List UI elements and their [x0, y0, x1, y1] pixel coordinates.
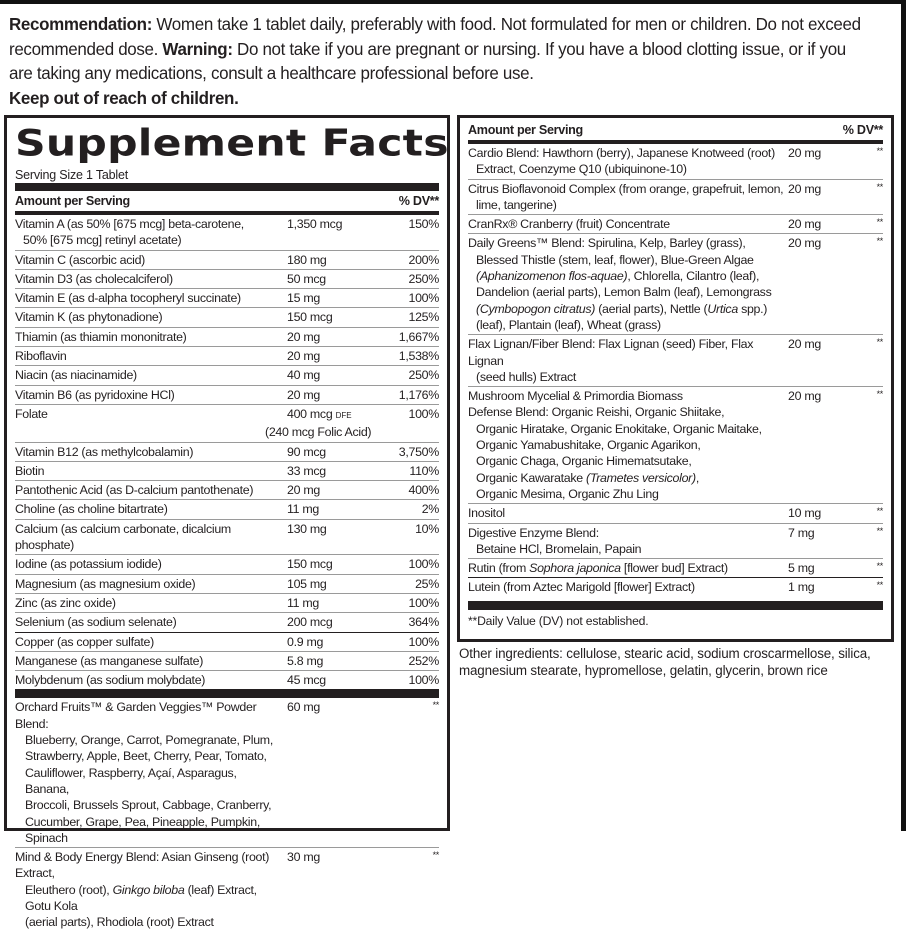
nutrient-amount: 33 mcg — [287, 463, 326, 478]
vitamins-list — [15, 215, 439, 689]
table-row — [15, 633, 439, 652]
blends-list-right — [468, 144, 883, 597]
blend-name: Citrus Bioflavonoid Complex (from orange, grapefruit, lemon, — [468, 181, 784, 196]
nutrient-amount: 5.8 mg — [287, 653, 324, 668]
other-ingredients: Other ingredients: cellulose, stearic acid, sodium croscarmellose, silica, magnesium stearate, hypromellose, gelatin, glycerin, brown rice — [459, 646, 871, 678]
nutrient-amount: 200 mcg — [287, 615, 333, 630]
nutrient-name: Pantothenic Acid (as D-calcium pantothenate) — [15, 483, 254, 498]
nutrient-dv: 1,176% — [398, 387, 439, 402]
blend-ingredients: Organic Hiratake, Organic Enokitake, Organic Maitake, — [476, 421, 762, 436]
text-span: , — [695, 470, 699, 485]
blend-ingredients: Broccoli, Brussels Sprout, Cabbage, Cranberry, — [25, 798, 272, 813]
nutrient-amount: 45 mcg — [287, 673, 326, 688]
blend-dv: ** — [876, 236, 883, 247]
nutrient-amount: 180 mg — [287, 252, 327, 267]
keep-out-notice: Keep out of reach of children. — [9, 87, 239, 108]
nutrient-amount: 20 mg — [287, 329, 320, 344]
latin-name: Sophora japonica — [529, 561, 621, 576]
blend-description — [468, 525, 788, 558]
nutrient-name: Choline (as choline bitartrate) — [15, 502, 168, 517]
nutrient-name: Zinc (as zinc oxide) — [15, 595, 116, 610]
nutrient-dv: 1,667% — [398, 329, 439, 344]
nutrient-amount-unit: DFE — [335, 410, 352, 420]
nutrient-name: Vitamin D3 (as cholecalciferol) — [15, 271, 173, 286]
blend-ingredients: (aerial parts), Rhodiola (root) Extract — [25, 915, 214, 930]
latin-name: Ginkgo biloba — [112, 882, 185, 897]
latin-name: (Aphanizomenon flos-aquae) — [476, 269, 628, 284]
blend-description — [468, 145, 788, 178]
table-row — [468, 387, 883, 504]
blend-name: Digestive Enzyme Blend: — [468, 525, 599, 540]
nutrient-dv: 110% — [409, 463, 439, 478]
blend-name: Mushroom Mycelial & Primordia Biomass — [468, 389, 683, 404]
table-row — [15, 289, 439, 308]
header-dv: % DV** — [842, 123, 883, 137]
text-span: [flower bud] Extract) — [620, 561, 728, 576]
blend-dv: ** — [876, 580, 883, 591]
table-row — [15, 405, 439, 443]
blend-ingredients: Betaine HCl, Bromelain, Papain — [476, 541, 642, 556]
latin-name: (Cymbopogon citratus) — [476, 301, 596, 316]
nutrient-amount: 15 mg — [287, 291, 320, 306]
table-row — [15, 308, 439, 327]
table-row — [15, 652, 439, 671]
table-row — [468, 180, 883, 216]
blend-name — [468, 560, 788, 576]
nutrient-name: Vitamin B6 (as pyridoxine HCl) — [15, 387, 175, 402]
column-header — [468, 120, 883, 140]
table-row — [15, 613, 439, 632]
blend-name: Mind & Body Energy Blend: Asian Ginseng (root) Extract, — [15, 850, 270, 881]
nutrient-name: Vitamin K (as phytonadione) — [15, 310, 163, 325]
blend-name: Inositol — [468, 506, 505, 521]
blend-dv: ** — [432, 700, 439, 711]
table-row — [15, 698, 439, 848]
nutrient-dv: 1,538% — [398, 349, 439, 364]
nutrient-dv: 100% — [408, 291, 439, 306]
blend-dv: ** — [432, 850, 439, 861]
nutrient-dv: 25% — [415, 576, 439, 591]
blend-ingredients — [15, 882, 277, 915]
table-row — [15, 366, 439, 385]
blend-amount: 1 mg — [788, 580, 815, 595]
table-row — [15, 520, 439, 556]
nutrient-name: Thiamin (as thiamin mononitrate) — [15, 329, 187, 344]
nutrient-name: Biotin — [15, 463, 45, 478]
table-row — [468, 234, 883, 335]
table-row — [15, 575, 439, 594]
text-span: spp.) — [737, 301, 768, 316]
nutrient-amount: 105 mg — [287, 576, 327, 591]
serving-size: Serving Size 1 Tablet — [15, 168, 128, 182]
text-span: Organic Kawaratake — [476, 470, 587, 485]
table-row — [15, 594, 439, 613]
nutrient-dv: 250% — [408, 271, 439, 286]
header-amount: Amount per Serving — [468, 123, 583, 137]
nutrient-amount: 40 mg — [287, 368, 320, 383]
blend-ingredients: Organic Chaga, Organic Himematsutake, — [476, 454, 692, 469]
nutrient-name: Manganese (as manganese sulfate) — [15, 653, 204, 668]
blend-ingredients: Strawberry, Apple, Beet, Cherry, Pear, Tomato, — [25, 749, 267, 764]
blend-dv: ** — [876, 506, 883, 517]
nutrient-name: Vitamin C (ascorbic acid) — [15, 252, 145, 267]
blend-description — [15, 699, 277, 846]
blend-name: CranRx® Cranberry (fruit) Concentrate — [468, 217, 670, 232]
blend-ingredients — [468, 470, 788, 486]
nutrient-name: Vitamin B12 (as methylcobalamin) — [15, 444, 194, 459]
blend-name-cont: Defense Blend: Organic Reishi, Organic Shiitake, — [468, 405, 725, 420]
blend-name: Flax Lignan/Fiber Blend: Flax Lignan (seed) Fiber, Flax Lignan — [468, 337, 754, 368]
nutrient-amount: 0.9 mg — [287, 634, 324, 649]
nutrient-dv: 250% — [408, 368, 439, 383]
blend-dv: ** — [876, 146, 883, 156]
nutrient-name: Niacin (as niacinamide) — [15, 368, 137, 383]
header-dv: % DV** — [398, 194, 439, 208]
nutrient-amount: 50 mcg — [287, 271, 326, 286]
nutrient-dv: 150% — [408, 217, 439, 231]
blend-dv: ** — [876, 525, 883, 536]
nutrient-name-cont: 50% [675 mcg] retinyl acetate) — [23, 233, 182, 248]
recommendation-label: Recommendation: — [9, 14, 153, 34]
nutrient-amount: 11 mg — [287, 595, 320, 610]
divider-thick — [15, 689, 439, 698]
blend-amount: 20 mg — [788, 181, 821, 196]
blend-amount: 5 mg — [788, 561, 815, 576]
blend-amount: 20 mg — [788, 146, 821, 160]
text-span: Rutin (from — [468, 561, 530, 576]
blend-dv: ** — [876, 217, 883, 228]
blend-dv: ** — [876, 337, 883, 348]
table-row — [15, 443, 439, 462]
nutrient-dv: 100% — [408, 634, 439, 649]
table-row — [15, 500, 439, 519]
nutrient-dv: 200% — [408, 252, 439, 267]
blend-name: Orchard Fruits™ & Garden Veggies™ Powder Blend: — [15, 700, 257, 731]
nutrient-amount: 130 mg — [287, 521, 327, 536]
table-row — [15, 328, 439, 347]
blend-amount: 20 mg — [788, 236, 821, 251]
table-row — [15, 848, 439, 931]
blend-ingredients: Dandelion (aerial parts), Lemon Balm (leaf), Lemongrass — [476, 285, 772, 300]
blend-ingredients: Cucumber, Grape, Pea, Pineapple, Pumpkin, Spinach — [25, 814, 260, 845]
blend-amount: 30 mg — [287, 850, 320, 865]
latin-name: Urtica — [707, 301, 738, 316]
supplement-facts-panel-left — [4, 115, 450, 930]
nutrient-amount: 150 mcg — [287, 557, 333, 572]
nutrient-name: Selenium (as sodium selenate) — [15, 615, 177, 630]
nutrient-dv: 100% — [408, 557, 439, 572]
table-row — [15, 251, 439, 270]
blend-ingredients: Cauliflower, Raspberry, Açaí, Asparagus, Banana, — [25, 765, 237, 796]
blend-ingredients: Extract, Coenzyme Q10 (ubiquinone-10) — [476, 162, 687, 177]
nutrient-name: Molybdenum (as sodium molybdate) — [15, 673, 206, 688]
nutrient-dv: 364% — [408, 615, 439, 630]
table-row — [468, 215, 883, 234]
nutrient-dv: 2% — [421, 502, 439, 517]
warning-statement — [9, 12, 868, 110]
nutrient-amount: 150 mcg — [287, 310, 333, 325]
table-row — [468, 144, 883, 180]
table-row — [15, 462, 439, 481]
blend-description — [15, 849, 277, 930]
warning-text: Do not take if you are pregnant or nursing. If you have a blood clotting issue, or if you are taking any medications, consult a healthcare professional before use. — [9, 38, 846, 83]
nutrient-name: Riboflavin — [15, 349, 67, 364]
text-span: (aerial parts), Nettle ( — [595, 301, 708, 316]
blend-ingredients: Blessed Thistle (stem, leaf, flower), Blue-Green Algae — [476, 252, 754, 267]
table-row — [468, 504, 883, 523]
table-row — [468, 335, 883, 387]
nutrient-amount: 90 mcg — [287, 444, 326, 459]
nutrient-dv: 400% — [408, 483, 439, 498]
blend-description — [468, 181, 788, 214]
blend-ingredients: lime, tangerine) — [476, 197, 557, 212]
nutrient-amount: 11 mg — [287, 502, 320, 517]
blend-name: Lutein (from Aztec Marigold [flower] Extract) — [468, 580, 695, 595]
table-row — [15, 555, 439, 574]
nutrient-amount: 20 mg — [287, 349, 320, 364]
table-row — [15, 386, 439, 405]
nutrient-name: Vitamin E (as d-alpha tocopheryl succinate) — [15, 291, 241, 306]
nutrient-amount: 20 mg — [287, 483, 320, 498]
divider-thick — [468, 601, 883, 610]
blend-name: Daily Greens™ Blend: Spirulina, Kelp, Barley (grass), — [468, 236, 746, 251]
blend-amount: 7 mg — [788, 525, 815, 540]
table-row — [15, 215, 439, 251]
blend-ingredients — [468, 301, 788, 317]
text-span: , Chlorella, Cilantro (leaf), — [627, 269, 760, 284]
nutrient-amount-sub: (240 mcg Folic Acid) — [265, 425, 372, 440]
table-row — [15, 270, 439, 289]
table-row — [15, 347, 439, 366]
latin-name: (Trametes versicolor) — [586, 470, 696, 485]
blend-ingredients: (seed hulls) Extract — [476, 369, 577, 384]
blend-dv: ** — [876, 181, 883, 192]
blend-description — [468, 336, 788, 385]
blend-ingredients: Blueberry, Orange, Carrot, Pomegranate, Plum, — [25, 733, 273, 748]
blend-ingredients: Organic Yamabushitake, Organic Agarikon, — [476, 438, 701, 453]
blend-description — [468, 235, 788, 333]
nutrient-amount: 400 mcg — [287, 406, 333, 421]
supplement-facts-panel-right — [457, 115, 894, 642]
text-span: Eleuthero (root), — [25, 882, 113, 897]
supplement-facts-title: Supplement Facts — [15, 122, 449, 164]
blend-name: Cardio Blend: Hawthorn (berry), Japanese Knotweed (root) — [468, 146, 775, 160]
text-span: (leaf) Extract, Gotu Kola — [25, 882, 257, 913]
nutrient-name: Vitamin A (as 50% [675 mcg] beta-carotene, — [15, 217, 244, 231]
blend-dv: ** — [876, 561, 883, 572]
nutrient-name: Magnesium (as magnesium oxide) — [15, 576, 196, 591]
blend-amount: 20 mg — [788, 389, 821, 404]
nutrient-dv: 100% — [408, 406, 439, 421]
nutrient-amount-group — [265, 406, 372, 441]
blend-ingredients — [468, 268, 788, 284]
divider-thick — [15, 183, 439, 191]
table-row — [468, 524, 883, 560]
blend-description — [468, 388, 788, 502]
blend-amount: 20 mg — [788, 217, 821, 232]
nutrient-dv: 100% — [408, 595, 439, 610]
nutrient-name: Copper (as copper sulfate) — [15, 634, 154, 649]
nutrient-dv: 100% — [408, 673, 439, 688]
nutrient-dv: 10% — [415, 521, 439, 536]
nutrient-dv: 252% — [408, 653, 439, 668]
nutrient-dv: 3,750% — [398, 444, 439, 459]
blend-dv: ** — [876, 389, 883, 400]
column-header — [15, 191, 439, 211]
header-amount: Amount per Serving — [15, 194, 130, 208]
blend-amount: 60 mg — [287, 700, 320, 715]
blend-amount: 20 mg — [788, 337, 821, 352]
warning-label: Warning: — [162, 38, 233, 59]
table-row — [15, 481, 439, 500]
table-row — [468, 578, 883, 596]
nutrient-name: Iodine (as potassium iodide) — [15, 557, 162, 572]
blends-list-left — [15, 698, 439, 931]
blend-amount: 10 mg — [788, 506, 821, 521]
table-row — [468, 559, 883, 578]
dv-footnote: **Daily Value (DV) not established. — [468, 613, 649, 628]
nutrient-name: Folate — [15, 406, 48, 421]
recommendation-text: Women take 1 tablet daily, preferably with food. Not formulated for men or children. Do not exceed recommended dose. — [9, 14, 861, 59]
nutrient-amount: 1,350 mcg — [287, 217, 343, 231]
blend-ingredients: Organic Mesima, Organic Zhu Ling — [476, 486, 659, 501]
nutrient-name: Calcium (as calcium carbonate, dicalcium phosphate) — [15, 521, 231, 553]
nutrient-amount: 20 mg — [287, 387, 320, 402]
table-row — [15, 671, 439, 689]
nutrient-dv: 125% — [408, 310, 439, 325]
blend-ingredients: (leaf), Plantain (leaf), Wheat (grass) — [476, 317, 661, 332]
